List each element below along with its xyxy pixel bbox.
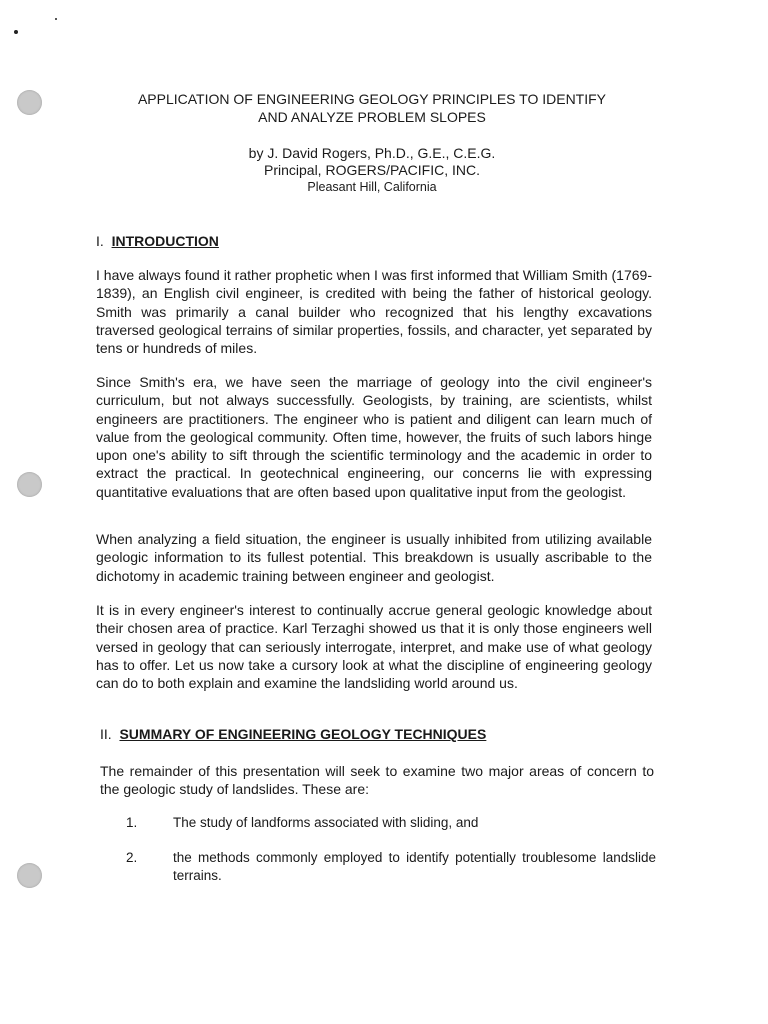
paragraph: It is in every engineer's interest to continually accrue general geologic knowledge about their chosen area of practice. Karl Terzaghi showed us that it is only those engineers well versed in geology that can seriously interrogate, interpret, and make use of what geology has to offer. Let us now take a cursory look at what the discipline of engineering geology can do to both explain and examine the landsliding world around us.: [96, 602, 652, 692]
list-text: the methods commonly employed to identify potentially troublesome landslide terrains.: [173, 850, 656, 883]
document-title: [60, 91, 684, 126]
paragraph: The remainder of this presentation will seek to examine two major areas of concern to the geologic study of landslides. These are:: [100, 763, 654, 798]
section-heading-introduction: [96, 233, 219, 249]
section-heading-techniques: [100, 726, 486, 742]
title-line-2: AND ANALYZE PROBLEM SLOPES: [258, 108, 486, 125]
list-number: 1.: [126, 815, 138, 830]
punch-hole-bottom: [17, 863, 42, 888]
section-title: INTRODUCTION: [111, 233, 219, 249]
section-title: SUMMARY OF ENGINEERING GEOLOGY TECHNIQUES: [119, 726, 487, 742]
paragraph: When analyzing a field situation, the engineer is usually inhibited from utilizing available geologic information to its fullest potential. This breakdown is usually ascribable to the dichotomy in academic training between engineer and geologist.: [96, 531, 652, 584]
author-line: by J. David Rogers, Ph.D., G.E., C.E.G.: [248, 145, 496, 161]
punch-hole-middle: [17, 472, 42, 497]
scan-speck: [14, 30, 18, 34]
position-line: Principal, ROGERS/PACIFIC, INC.: [263, 162, 480, 178]
paragraph: Since Smith's era, we have seen the marriage of geology into the civil engineer's curriculum, but not always successfully. Geologists, by training, are scientists, whilst engineers are practitioners. The engineer who is patient and diligent can learn much of value from the geological community. Often time, however, the fruits of such labors hinge upon one's ability to sift through the scientific terminology and the academic in order to extract the practical. In geotechnical engineering, our concerns lie with expressing quantitative evaluations that are often based upon qualitative input from the geologist.: [96, 374, 652, 500]
list-text: The study of landforms associated with sliding, and: [173, 815, 479, 830]
title-line-1: APPLICATION OF ENGINEERING GEOLOGY PRINCIPLES TO IDENTIFY: [137, 91, 607, 107]
scan-speck: [55, 18, 57, 20]
section-number: II.: [100, 726, 112, 742]
punch-hole-top: [17, 90, 42, 115]
section-number: I.: [96, 233, 104, 249]
byline: [60, 145, 684, 196]
location-line: Pleasant Hill, California: [307, 180, 437, 194]
list-number: 2.: [126, 850, 138, 865]
paragraph: I have always found it rather prophetic when I was first informed that William Smith (1769-1839), an English civil engineer, is credited with being the father of historical geology. Smith was primarily a canal builder who recognized that his lengthy excavations traversed geological terrains of similar properties, fossils, and character, yet separated by tens or hundreds of miles.: [96, 267, 652, 357]
